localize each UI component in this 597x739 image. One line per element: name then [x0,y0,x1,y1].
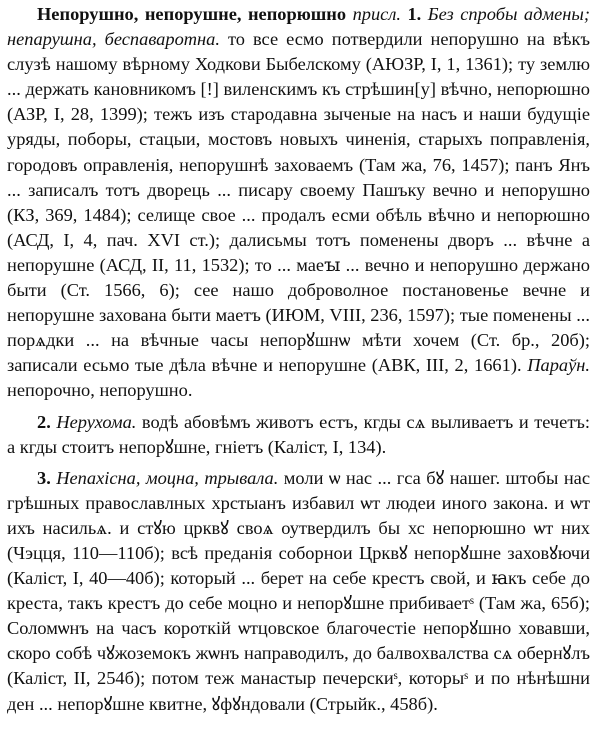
sense-2-citations: водѣ абовѣмъ животъ естъ, кгды сѧ выливаетъ и течетъ: а кгды стоитъ непорꙋшне, гніетъ (Каліст, I, 134). [7,411,590,457]
sense-3-gloss: Непахісна, моцна, трывала. [56,467,279,488]
sense-number-2: 2. [37,411,51,432]
sense-1-citations: то все есмо потвердили непорушно на вѣкъ слузѣ нашому вѣрному Ходкови Быбелскому (АЮЗР, I, 1, 1361); ту землю ... держать кановникомъ [!] виленскимъ къ стрѣшин[у] вѣчно, непорюшно (АЗР, I, 28, 1399); тежъ изъ стародавна зыченые на насъ и наши будущіе уряды, поборы, стацыи, мостовъ новыхъ чиненія, старыхъ поправленія, городовъ оправленія, непорушнѣ заховаемъ (Там жа, 76, 1457); панъ Янъ ... записалъ тотъ дворець ... писару своему Пашъку вечно и непорушно (КЗ, 369, 1484); селище свое ... продалъ есми обѣль вѣчно и непорюшно (АСД, I, 4, пач. XVI ст.); далисьмы тотъ поменены дворъ ... вѣчне а непорушне (АСД, II, 11, 1532); то ... маеꙑ ... вечно и непорушно держано быти (Ст. 1566, 6); сее нашо доброволное постановенье вечне и непорушне захована быти маетъ (ИЮМ, VIII, 236, 1597); тые поменены ... порѧдки ... на вѣчные часы непорꙋшнѡ мѣти хочем (Ст. бр., 20б); записали есьмо тые дѣла вѣчне и непорушне (АВК, III, 2, 1661). [7,29,590,376]
sense-number-3: 3. [37,467,51,488]
sense-3-paragraph [7,466,590,717]
sense-2-paragraph [7,410,590,460]
part-of-speech: присл. [352,4,401,24]
compare-words: непорочно, непорушно. [7,380,193,401]
sense-number-1: 1. [407,4,422,24]
sense-1-gloss: Без спробы адмены; непарушна, беспаваротна. [7,4,590,50]
sense-2-gloss: Нерухома. [56,411,137,432]
headword: Непорушно, непорушне, непорюшно [37,4,347,24]
compare-label: Параўн. [527,355,590,376]
sense-3-citations: моли ѡ нас ... гса бꙋ нашег. штобы нас грѣшных православлных хрстыанъ избавил ѡт людеи иного закона. и ѡт ихъ насильѧ. и стꙋю црквꙋ своѧ оутвердилъ бы хс непорюшно ѡт них (Чэцця, 110—110б); всѣ преданія соборнои Црквꙋ непорꙋшне заховꙋючи (Каліст, I, 40—40б); который ... берет на себе крестъ свой, и ꙗкъ себе до креста, такъ крестъ до себе моцно и непорꙋшне прибиваетˢ (Там жа, 65б); Соломѡнъ на часъ короткій ѡтцовское благочестіе непорꙋшно ховавши, скоро собѣ чꙋжоземокъ жѡнъ направодилъ, до балвохвалства сѧ обернꙋлъ (Каліст, II, 254б); потом теж манастыр печерскиˢ, которыˢ и по нѣнѣшни ден ... непорꙋшне квитне, ꙋфꙋндовали (Стрыйк., 458б). [7,467,590,714]
sense-1-paragraph [7,2,590,404]
